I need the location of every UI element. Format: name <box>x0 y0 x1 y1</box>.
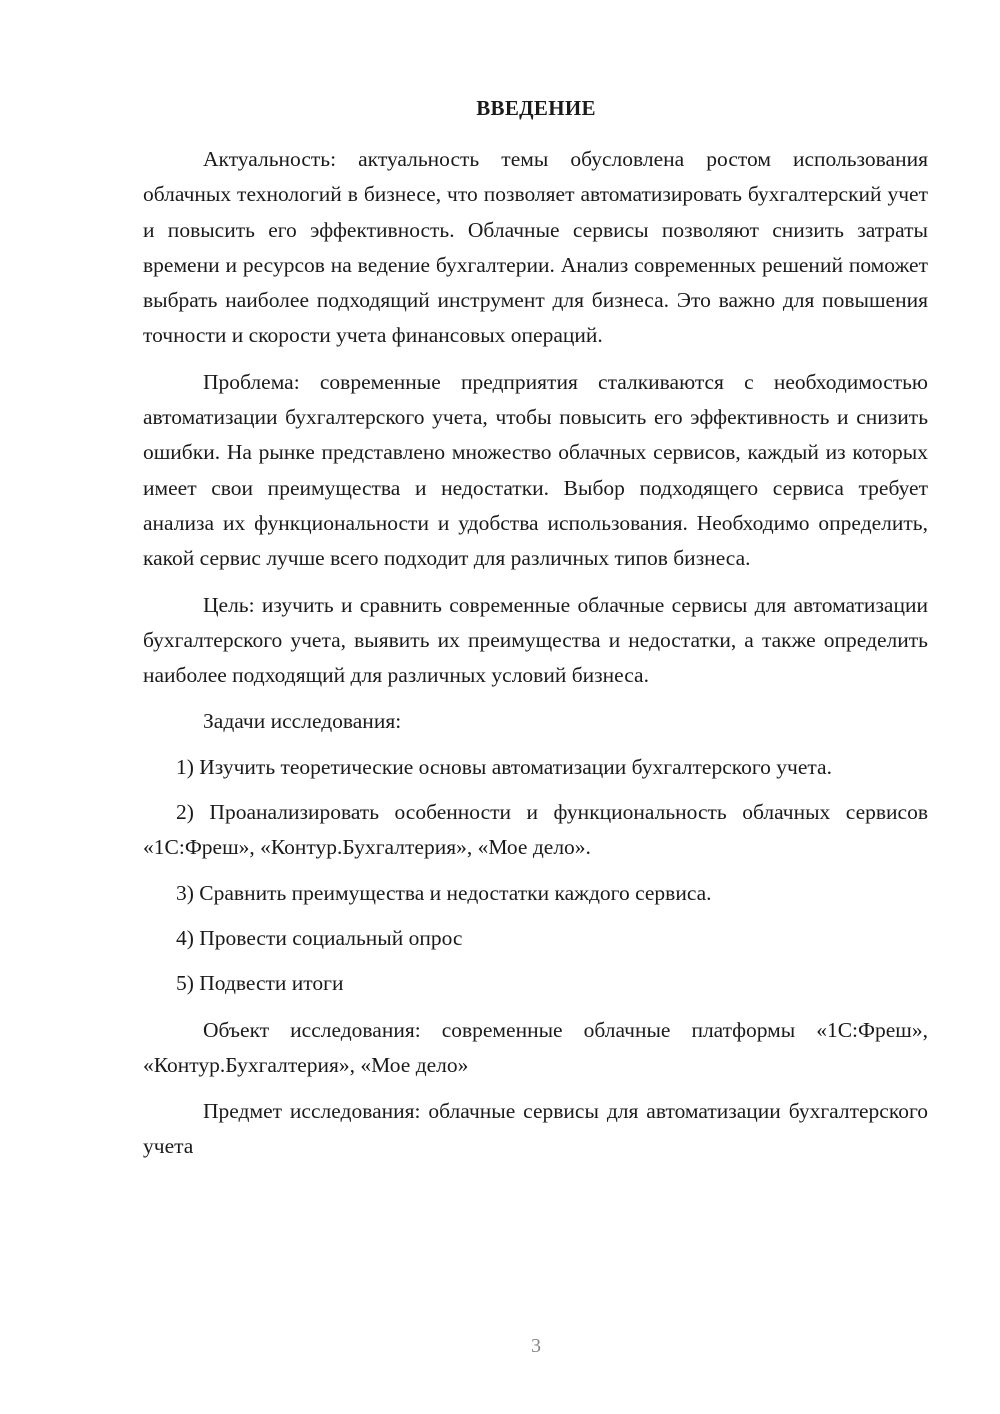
paragraph-object: Объект исследования: современные облачные платформы «1С:Фреш», «Контур.Бухгалтерия», «Мое дело» <box>143 1017 928 1077</box>
paragraph-relevance: Актуальность: актуальность темы обусловлена ростом использования облачных технологий в бизнесе, что позволяет автоматизировать бухгалтерский учет и повысить его эффективность. Облачные сервисы позволяют снизить затраты времени и ресурсов на ведение бухгалтерии. Анализ современных решений поможет выбрать наиболее подходящий инструмент для бизнеса. Это важно для повышения точности и скорости учета финансовых операций. <box>143 147 928 348</box>
paragraph-goal: Цель: изучить и сравнить современные облачные сервисы для автоматизации бухгалтерского учета, выявить их преимущества и недостатки, а также определить наиболее подходящий для различных условий бизнеса. <box>143 592 928 688</box>
paragraph-subject: Предмет исследования: облачные сервисы для автоматизации бухгалтерского учета <box>143 1099 928 1159</box>
task-item-2: 2) Проанализировать особенности и функциональность облачных сервисов «1С:Фреш», «Контур.Бухгалтерия», «Мое дело». <box>143 800 928 860</box>
document-body <box>143 142 928 1165</box>
page-number: 3 <box>531 1335 541 1357</box>
tasks-heading: Задачи исследования: <box>203 709 402 734</box>
task-item-5: 5) Подвести итоги <box>176 971 344 996</box>
task-item-1: 1) Изучить теоретические основы автоматизации бухгалтерского учета. <box>176 754 832 779</box>
task-item-3: 3) Сравнить преимущества и недостатки каждого сервиса. <box>176 880 712 905</box>
paragraph-problem: Проблема: современные предприятия сталкиваются с необходимостью автоматизации бухгалтерского учета, чтобы повысить его эффективность и снизить ошибки. На рынке представлено множество облачных сервисов, каждый из которых имеет свои преимущества и недостатки. Выбор подходящего сервиса требует анализа их функциональности и удобства использования. Необходимо определить, какой сервис лучше всего подходит для различных типов бизнеса. <box>143 369 928 571</box>
task-item-4: 4) Провести социальный опрос <box>176 925 463 950</box>
section-title: ВВЕДЕНИЕ <box>476 96 596 120</box>
